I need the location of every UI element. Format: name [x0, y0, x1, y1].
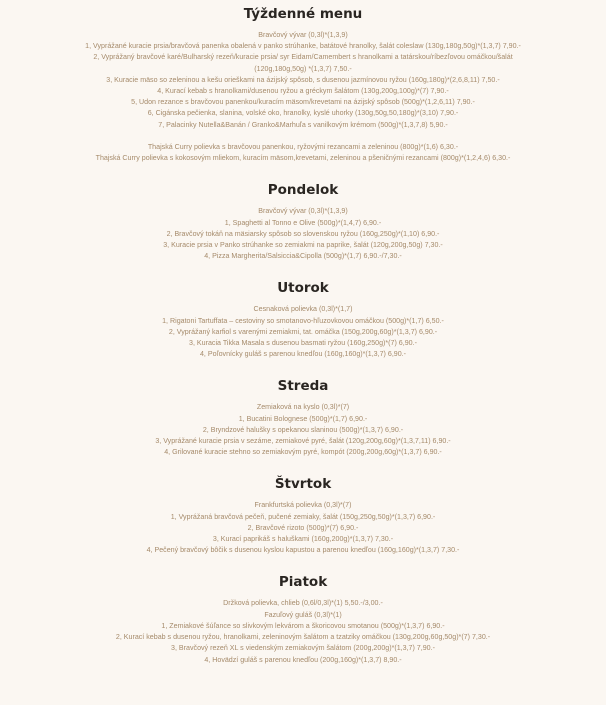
menu-line: 3, Vyprážané kuracie prsia v sezáme, zemiakové pyré, šalát (120g,200g,60g)*(1,3,7,11) 6,90.- [155, 437, 451, 446]
menu-line: Fazuľový guláš (0,3l)*(1) [264, 610, 342, 619]
section-title: Štvrtok [274, 476, 332, 493]
menu-line: 2, Vyprážaný bravčové karé/Bulharský rezeň/kuracie prsia/ syr Eidam/Camembert s hranolkami a tatárskou/ríbezľovou omáčkou/šalát (120g,180g,50g) *(1,3,7) 7,50.- [93, 53, 513, 73]
section-weekly [0, 6, 606, 164]
menu-line: 3, Kuracia Tikka Masala s dusenou basmati ryžou (160g,250g)*(7) 6,90.- [189, 339, 417, 348]
menu-line: Držková polievka, chlieb (0,6l/0,3l)*(1) 5,50.-/3,00.- [223, 599, 383, 608]
menu-line: 3, Kurací paprikáš s haluškami (160g,200g)*(1,3,7) 7,30.- [212, 535, 394, 544]
section-friday [0, 574, 606, 665]
menu-line: 3, Kuracie prsia v Panko strúhanke so zemiakmi na paprike, šalát (120g,200g,50g) 7,30.- [163, 241, 443, 250]
menu-line: 4, Poľovnícky guláš s parenou knedľou (160g,160g)*(1,3,7) 6,90.- [199, 350, 407, 359]
menu-line: 1, Spaghetti al Tonno e Olive (500g)*(1,4,7) 6,90.- [224, 218, 382, 227]
menu-line: 2, Bryndzové halušky s opekanou slaninou (500g)*(1,3,7) 6,90.- [202, 425, 404, 434]
menu-line: 2, Bravčový tokáň na mäsiarsky spôsob so slovenskou ryžou (160g,250g)*(1,10) 6,90.- [166, 229, 440, 238]
spacer [0, 131, 606, 142]
menu-line: Thajská Curry polievka s bravčovou panenkou, ryžovými rezancami a zeleninou (800g)*(1,6) 6,30.- [147, 143, 459, 152]
menu-line: 6, Cigánska pečienka, slanina, volské oko, hranolky, kyslé uhorky (130g,50g,50,180g)*(3,10) 7,90.- [147, 109, 459, 118]
menu-line: 1, Zemiakové šúľance so slivkovým lekvárom a škoricovou smotanou (500g)*(1,3,7) 6,90.- [161, 621, 445, 630]
menu-line: 3, Kuracie mäso so zeleninou a kešu orieškami na ázijský spôsob, s dusenou jazmínovou ryžou (160g,180g)*(2,6,8,11) 7,50.- [106, 75, 500, 84]
menu-line: 1, Vyprážaná bravčová pečeň, pučené zemiaky, šalát (150g,250g,50g)*(1,3,7) 6,90.- [170, 512, 436, 521]
menu-line: 2, Kurací kebab s dusenou ryžou, hranolkami, zeleninovým šalátom a tzatziky omáčkou (130g,200g,60g,50g)*(7) 7,30.- [115, 633, 491, 642]
menu-line: Cesnaková polievka (0,3l)*(1,7) [253, 305, 353, 314]
menu-line: 4, Pizza Margherita/Salsiccia&Cipolla (500g)*(1,7) 6,90.-/7,30.- [204, 252, 402, 261]
menu-line: 1, Bucatini Bolognese (500g)*(1,7) 6,90.- [238, 414, 368, 423]
menu-line: 1, Rigatoni Tartuffata – cestoviny so smotanovo-hľuzovkovou omáčkou (500g)*(1,7) 6,50.- [162, 316, 444, 325]
menu-line: 4, Hovädzí guláš s parenou knedľou (200g,160g)*(1,3,7) 8,90.- [204, 655, 402, 664]
section-title: Pondelok [267, 182, 339, 199]
menu-line: 2, Vyprážaný karfiol s varenými zemiakmi, tat. omáčka (150g,200g,60g)*(1,3,7) 6,90.- [168, 327, 438, 336]
section-monday [0, 182, 606, 262]
section-tuesday [0, 280, 606, 360]
menu-line: 7, Palacinky Nutella&Banán / Granko&Marhuľa s vanilkovým krémom (500g)*(1,3,7,8) 5,90.- [158, 120, 448, 129]
menu-line: 5, Udon rezance s bravčovou panenkou/kuracím mäsom/krevetami na ázijský spôsob (500g)*(1,2,6,11) 7,90.- [131, 98, 475, 107]
menu-line: 4, Pečený bravčový bôčik s dusenou kyslou kapustou a parenou knedľou (160g,160g)*(1,3,7) 7,30.- [146, 546, 460, 555]
section-title: Piatok [278, 574, 328, 591]
menu-line: Thajská Curry polievka s kokosovým mliekom, kuracím mäsom,krevetami, zeleninou a pšeničnými rezancami (800g)*(1,2,4,6) 6,30.- [95, 154, 511, 163]
menu-line: Bravčový vývar (0,3l)*(1,3,9) [258, 31, 348, 39]
section-title: Streda [277, 378, 329, 395]
menu-line: 4, Kurací kebab s hranolkami/dusenou ryžou a gréckym šalátom (130g,200g,100g)*(7) 7,90.- [157, 87, 449, 96]
menu-line: Bravčový vývar (0,3l)*(1,3,9) [258, 207, 348, 216]
section-title: Týždenné menu [243, 6, 363, 22]
menu-line: Zemiaková na kyslo (0,3l)*(7) [256, 403, 350, 412]
section-thursday [0, 476, 606, 556]
menu-line: 3, Bravčový rezeň XL s viedenským zemiakovým šalátom (200g,200g)*(1,3,7) 7,90.- [171, 644, 435, 653]
menu-line: 4, Grilované kuracie stehno so zemiakovým pyré, kompót (200g,200g,60g)*(1,3,7) 6,90.- [164, 448, 442, 457]
section-wednesday [0, 378, 606, 458]
section-title: Utorok [277, 280, 329, 297]
menu-line: 1, Vyprážané kuracie prsia/bravčová panenka obalená v panko strúhanke, batátové hranolky, šalát coleslaw (130g,180g,50g)*(1,3,7) 7,90.- [85, 42, 521, 51]
menu-line: Frankfurtská polievka (0,3l)*(7) [254, 501, 352, 510]
menu-line: 2, Bravčové rizoto (500g)*(7) 6,90.- [247, 523, 359, 532]
